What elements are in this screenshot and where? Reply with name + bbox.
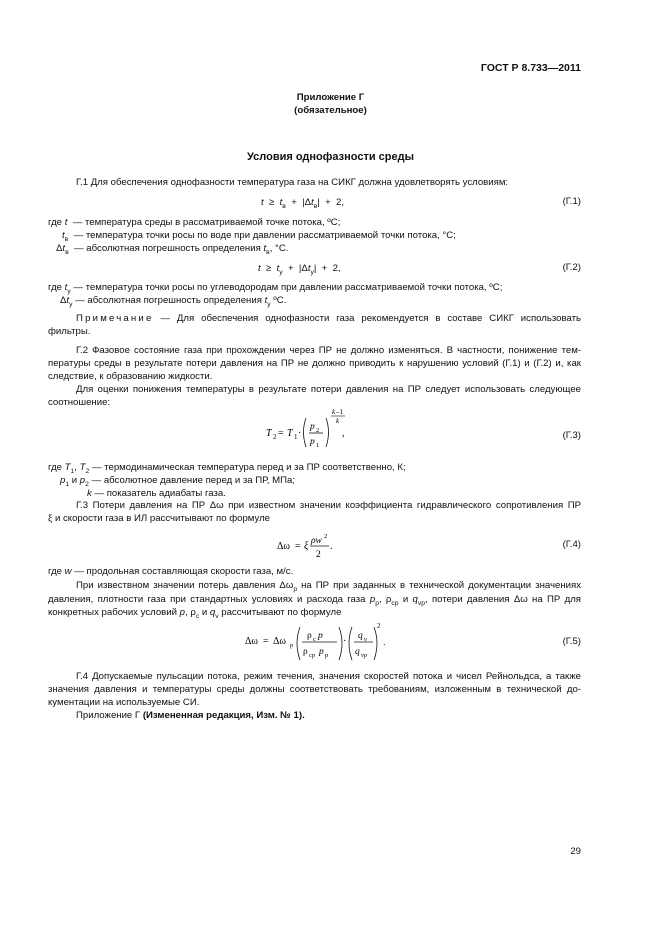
svg-text:,: , xyxy=(342,428,345,439)
equation-g2: $t \ge t_у + |\Delta t_у| + 2$, xyxy=(258,263,341,276)
svg-text:ρw: ρw xyxy=(311,536,322,546)
def-tv: $t_в$ — температура точки росы по воде при давлении рассматриваемой точки потока, °С; xyxy=(62,230,456,243)
svg-text:р: р xyxy=(325,652,329,659)
def-t: где t — температура среды в рассматриваемой точке потока, ºС; xyxy=(48,217,341,228)
svg-text:2: 2 xyxy=(324,533,328,540)
svg-text:2: 2 xyxy=(377,622,381,630)
svg-text:vр: vр xyxy=(361,652,368,659)
note-line-2: фильтры. xyxy=(48,326,91,337)
g2-line-3: следствие, к образованию жидкости. xyxy=(48,371,213,382)
equation-g5 xyxy=(243,619,383,665)
def-T: где $T_1$, $T_2$ — термодинамическая температура перед и за ПР соответственно, К; xyxy=(48,462,406,475)
g2-line-1: Г.2 Фазовое состояние газа при прохождении через ПР не должно изменяться. В частности, понижение тем- xyxy=(76,345,581,356)
appendix-status: (обязательное) xyxy=(294,105,367,116)
svg-text:.: . xyxy=(330,541,333,552)
svg-text:1: 1 xyxy=(294,433,298,441)
svg-text:=: = xyxy=(295,541,301,552)
note-label: Примечание xyxy=(76,313,154,324)
svg-text:ρ: ρ xyxy=(303,647,308,657)
svg-text:2: 2 xyxy=(316,550,321,560)
svg-text:·: · xyxy=(343,636,347,647)
def-ty: где $t_у$ — температура точки росы по углеводородам при давлении рассматриваемой точки потока, ºС; xyxy=(48,282,503,295)
svg-text:p: p xyxy=(318,631,323,641)
g2-line-2: пературы среды в результате потери давления на ПР не должно приводить к нарушению условий (Г.1) и (Г.2) и, как xyxy=(48,358,581,369)
g3-line-3: При извествном значении потерь давления $\Delta\omega_р$ на ПР при заданных в технической документации значениях xyxy=(76,580,581,593)
equation-g4 xyxy=(275,528,355,564)
svg-text:р: р xyxy=(290,642,294,649)
svg-text:v: v xyxy=(364,636,367,643)
svg-text:2: 2 xyxy=(273,433,277,441)
equation-g2-number: (Г.2) xyxy=(562,262,581,273)
g1-intro: Г.1 Для обеспечения однофазности температура газа на СИКГ должна удовлетворять условиям: xyxy=(76,177,509,188)
where-label: где xyxy=(48,217,63,228)
svg-text:ρ: ρ xyxy=(307,631,312,641)
svg-text:T: T xyxy=(266,428,272,439)
svg-text:·: · xyxy=(298,428,302,439)
page-number: 29 xyxy=(570,846,581,857)
svg-text:1: 1 xyxy=(316,442,320,449)
svg-text:p: p xyxy=(310,422,315,432)
g2-line-4: Для оценки понижения температуры в результате потери давления на ПР следует использовать следующее xyxy=(76,384,581,395)
svg-text:k: k xyxy=(332,408,336,416)
amendment-note: Приложение Г (Измененная редакция, Изм. № 1). xyxy=(76,710,305,721)
svg-text:–1: –1 xyxy=(336,408,343,416)
section-title: Условия однофазности среды xyxy=(247,151,414,163)
svg-text:2: 2 xyxy=(316,427,320,434)
svg-text:p: p xyxy=(319,647,324,657)
svg-text:p: p xyxy=(310,437,315,447)
svg-text:ср: ср xyxy=(309,652,316,659)
equation-g3-number: (Г.3) xyxy=(562,430,581,441)
equation-g3 xyxy=(258,405,358,455)
note-line-1: Примечание — Для обеспечения однофазности газа рекомендуется в составе СИКГ использовать xyxy=(76,313,581,324)
g3-line-1: Г.3 Потери давления на ПР Δω при известном значении коэффициента гидравлического сопротивления ПР xyxy=(76,500,582,511)
equation-g4-number: (Г.4) xyxy=(562,539,581,550)
svg-text:=: = xyxy=(263,636,269,647)
g4-line-1: Г.4 Допускаемые пульсации потока, режим течения, значения скоростей потока и чисел Рейнольдса, а также xyxy=(76,671,581,682)
standard-number: ГОСТ Р 8.733—2011 xyxy=(480,62,581,74)
g3-line-4: давления, плотности газа при стандартных условиях и расхода газа $р_р$, $\rho_{ср}$ и $q_{vр}$, потери давления Δω на ПР для xyxy=(48,594,582,607)
g2-line-5: соотношение: xyxy=(48,397,111,408)
g4-line-2: значения давления и температуры среды должны соответствовать требованиям, изложенным в технической до- xyxy=(48,684,581,695)
svg-text:Δω: Δω xyxy=(273,636,287,647)
appendix-title: Приложение Г xyxy=(296,92,365,103)
svg-text:Δω: Δω xyxy=(277,541,291,552)
equation-g5-period: . xyxy=(383,637,386,648)
equation-g1-number: (Г.1) xyxy=(562,196,581,207)
equation-g5-number: (Г.5) xyxy=(562,636,581,647)
def-w: где w — продольная составляющая скорости газа, м/с. xyxy=(48,566,294,577)
svg-text:ξ: ξ xyxy=(304,541,309,552)
svg-text:=: = xyxy=(278,428,284,439)
svg-text:q: q xyxy=(358,631,363,641)
g3-line-2: ξ и скорости газа в ИЛ рассчитывают по формуле xyxy=(48,513,271,524)
equation-g1: $t \ge t_в + |\Delta t_в| + 2$, xyxy=(261,197,345,210)
def-dty: $\Delta t_у$ — абсолютная погрешность определения $t_у$ ºС. xyxy=(60,295,287,308)
def-p: $p_1$ и $p_2$ — абсолютное давление перед и за ПР, МПа; xyxy=(60,475,295,488)
svg-text:T: T xyxy=(287,428,293,439)
svg-text:Δω: Δω xyxy=(245,636,259,647)
svg-text:q: q xyxy=(355,647,360,657)
def-dtv: $\Delta t_в$ — абсолютная погрешность определения $t_в$, °С. xyxy=(56,243,289,256)
g3-line-5: конкретных рабочих условий р, $\rho_с$ и $q_v$ рассчитывают по формуле xyxy=(48,607,342,620)
svg-text:с: с xyxy=(313,636,316,643)
g4-line-3: кументации на используемые СИ. xyxy=(48,697,200,708)
def-k: k — показатель адиабаты газа. xyxy=(87,488,226,499)
svg-text:k: k xyxy=(336,417,340,425)
